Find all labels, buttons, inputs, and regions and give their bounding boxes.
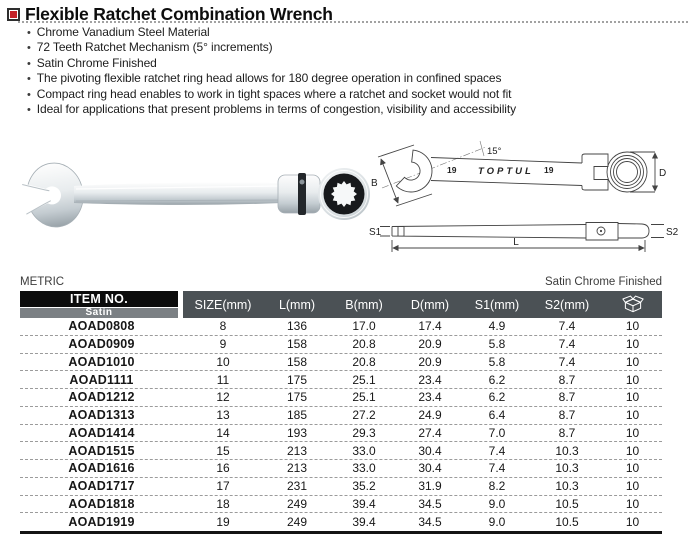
col-header-d: D(mm)	[410, 297, 450, 312]
fork-outline	[582, 154, 608, 190]
qty-cell: 10	[625, 337, 640, 352]
s2-cell: 7.4	[558, 337, 576, 352]
item-no-header-block	[20, 291, 178, 318]
col-header-l: L(mm)	[278, 297, 316, 312]
s1-cell: 6.4	[488, 408, 506, 423]
item-no-cell: AOAD0909	[68, 337, 135, 352]
feature-item	[27, 40, 516, 55]
col-header-b: B(mm)	[345, 297, 383, 312]
qty-cell: 10	[625, 461, 640, 476]
s1-cell: 9.0	[488, 496, 506, 511]
s1-cell: 6.2	[488, 390, 506, 405]
s2-cell: 8.7	[558, 408, 576, 423]
qty-cell: 10	[625, 515, 640, 530]
s2-cell: 10.5	[555, 496, 579, 511]
item-no-cell: AOAD1414	[68, 425, 135, 440]
feature-item	[27, 25, 516, 40]
d-cell: 20.9	[418, 337, 442, 352]
bullet-dot: •	[27, 88, 31, 101]
table-row	[20, 442, 662, 460]
b-cell: 17.0	[352, 319, 376, 334]
flex-joint	[278, 173, 320, 215]
d-cell: 34.5	[418, 496, 442, 511]
l-cell: 136	[286, 319, 308, 334]
d-cell: 31.9	[418, 479, 442, 494]
qty-cell: 10	[625, 408, 640, 423]
table-row	[20, 318, 662, 336]
feature-text: Satin Chrome Finished	[36, 55, 157, 70]
s1-cell: 7.0	[488, 425, 506, 440]
spec-table-body	[20, 318, 662, 534]
b-cell: 35.2	[352, 479, 376, 494]
s2-cell: 10.3	[555, 479, 579, 494]
item-no-cell: AOAD1111	[69, 372, 134, 387]
table-row	[20, 389, 662, 407]
d-cell: 34.5	[418, 515, 442, 530]
ratchet-ring-head	[318, 168, 370, 220]
finish-label: Satin Chrome Finished	[545, 276, 662, 288]
qty-cell: 10	[625, 354, 640, 369]
s2-cell: 8.7	[558, 425, 576, 440]
d-cell: 30.4	[418, 443, 442, 458]
s2-cell: 10.3	[555, 461, 579, 476]
angle-tick	[480, 141, 484, 156]
item-no-cell: AOAD1616	[68, 461, 135, 476]
size-cell: 19	[216, 515, 230, 530]
product-photo	[10, 150, 375, 255]
qty-cell: 10	[625, 425, 640, 440]
feature-text: Chrome Vanadium Steel Material	[36, 25, 210, 39]
l-cell: 185	[286, 408, 308, 423]
item-no-cell: AOAD1717	[68, 479, 135, 494]
dim-s2-label: S2	[666, 227, 679, 238]
s2-cell: 7.4	[558, 319, 576, 334]
feature-text: Ideal for applications that present problems in terms of congestion, visibility and accessibility	[36, 102, 516, 117]
s1-cell: 8.2	[488, 479, 506, 494]
b-cell: 25.1	[352, 390, 376, 405]
col-header-s1: S1(mm)	[474, 297, 520, 312]
angle-label: 15°	[487, 146, 502, 157]
item-no-header: ITEM NO.	[20, 291, 178, 307]
s1-cell: 5.8	[488, 337, 506, 352]
ring-outline	[607, 152, 647, 192]
feature-text: Compact ring head enables to work in tight spaces where a ratchet and socket would not fit	[36, 86, 512, 101]
l-cell: 249	[286, 515, 308, 530]
item-no-cell: AOAD1515	[68, 443, 135, 458]
size-stamp-left: 19	[447, 165, 457, 175]
b-cell: 39.4	[352, 496, 376, 511]
size-cell: 13	[216, 408, 230, 423]
page-title: Flexible Ratchet Combination Wrench	[25, 4, 333, 24]
s2-cell: 8.7	[558, 390, 576, 405]
bullet-dot: •	[27, 104, 31, 117]
d-cell: 17.4	[418, 319, 442, 334]
col-header-size: SIZE(mm)	[194, 297, 252, 312]
b-cell: 27.2	[352, 408, 376, 423]
l-cell: 231	[286, 479, 308, 494]
red-square-icon	[7, 8, 20, 21]
feature-item	[27, 71, 516, 86]
col-header-qty	[603, 291, 662, 318]
size-cell: 9	[219, 337, 227, 352]
d-cell: 20.9	[418, 354, 442, 369]
d-cell: 23.4	[418, 372, 442, 387]
s1-cell: 7.4	[488, 461, 506, 476]
b-cell: 29.3	[352, 425, 376, 440]
dim-l-label: L	[513, 237, 519, 248]
size-cell: 18	[216, 496, 230, 511]
dim-d-label: D	[659, 168, 667, 179]
bullet-dot: •	[27, 42, 31, 55]
dim-s1-label: S1	[369, 227, 382, 238]
s1-extension-lines	[380, 227, 390, 237]
size-cell: 11	[216, 372, 230, 387]
l-cell: 158	[286, 337, 308, 352]
table-row	[20, 425, 662, 443]
size-cell: 16	[216, 461, 230, 476]
table-row	[20, 336, 662, 354]
item-no-cell: AOAD1313	[68, 408, 135, 423]
d-cell: 30.4	[418, 461, 442, 476]
feature-item	[27, 56, 516, 71]
s2-cell: 10.3	[555, 443, 579, 458]
b-cell: 20.8	[352, 354, 376, 369]
s1-cell: 6.2	[488, 372, 506, 387]
size-cell: 15	[216, 443, 230, 458]
s2-extension-lines	[651, 225, 664, 238]
l-cell: 213	[286, 461, 308, 476]
l-cell: 175	[286, 390, 308, 405]
item-no-cell: AOAD1010	[68, 354, 135, 369]
b-cell: 33.0	[352, 461, 376, 476]
table-row	[20, 354, 662, 372]
table-row	[20, 407, 662, 425]
table-header	[20, 291, 662, 318]
side-view-cap	[618, 224, 649, 239]
qty-cell: 10	[625, 443, 640, 458]
spec-table	[20, 291, 662, 534]
item-no-subheader: Satin	[20, 308, 178, 319]
bullet-dot: •	[27, 73, 31, 86]
column-headers	[183, 291, 662, 318]
table-row	[20, 460, 662, 478]
s2-cell: 8.7	[558, 372, 576, 387]
table-row	[20, 513, 662, 531]
size-cell: 10	[216, 354, 230, 369]
b-cell: 39.4	[352, 515, 376, 530]
bullet-dot: •	[27, 27, 31, 39]
feature-item	[27, 102, 516, 117]
brand-stamp: TOPTUL	[478, 166, 534, 177]
size-cell: 17	[216, 479, 230, 494]
s2-cell: 10.5	[555, 515, 579, 530]
s1-cell: 4.9	[488, 319, 506, 334]
b-cell: 25.1	[352, 372, 376, 387]
l-cell: 213	[286, 443, 308, 458]
side-view-bar	[392, 225, 586, 239]
title-row	[7, 4, 333, 25]
table-row	[20, 371, 662, 389]
item-no-cell: AOAD1919	[68, 515, 135, 530]
l-cell: 175	[286, 372, 308, 387]
size-cell: 14	[216, 425, 230, 440]
qty-cell: 10	[625, 319, 640, 334]
feature-text: 72 Teeth Ratchet Mechanism (5° increments)	[36, 40, 273, 55]
s1-cell: 9.0	[488, 515, 506, 530]
s1-cell: 7.4	[488, 443, 506, 458]
size-cell: 12	[216, 390, 230, 405]
l-cell: 158	[286, 354, 308, 369]
s2-cell: 7.4	[558, 354, 576, 369]
carton-box-icon	[622, 295, 644, 314]
dim-b-label: B	[371, 178, 378, 189]
l-cell: 249	[286, 496, 308, 511]
item-no-cell: AOAD1212	[68, 390, 135, 405]
d-cell: 23.4	[418, 390, 442, 405]
table-row	[20, 478, 662, 496]
d-extension-lines	[630, 152, 655, 192]
qty-cell: 10	[625, 372, 640, 387]
item-no-cell: AOAD1818	[68, 496, 135, 511]
size-stamp-right: 19	[544, 165, 554, 175]
l-cell: 193	[286, 425, 308, 440]
item-no-cell: AOAD0808	[68, 319, 135, 334]
d-cell: 27.4	[418, 425, 442, 440]
qty-cell: 10	[625, 390, 640, 405]
b-cell: 20.8	[352, 337, 376, 352]
feature-item	[27, 87, 516, 102]
bullet-dot: •	[27, 57, 31, 70]
b-cell: 33.0	[352, 443, 376, 458]
d-cell: 24.9	[418, 408, 442, 423]
table-row	[20, 496, 662, 514]
col-header-s2: S2(mm)	[544, 297, 590, 312]
size-cell: 8	[219, 319, 227, 334]
s1-cell: 5.8	[488, 354, 506, 369]
metric-label: METRIC	[20, 276, 65, 288]
qty-cell: 10	[625, 496, 640, 511]
b-dimension-line	[381, 159, 398, 203]
wrench-photo-illustration	[10, 150, 375, 255]
qty-cell: 10	[625, 479, 640, 494]
feature-text: The pivoting flexible ratchet ring head allows for 180 degree operation in confined spaces	[36, 71, 502, 86]
feature-list	[27, 25, 516, 117]
